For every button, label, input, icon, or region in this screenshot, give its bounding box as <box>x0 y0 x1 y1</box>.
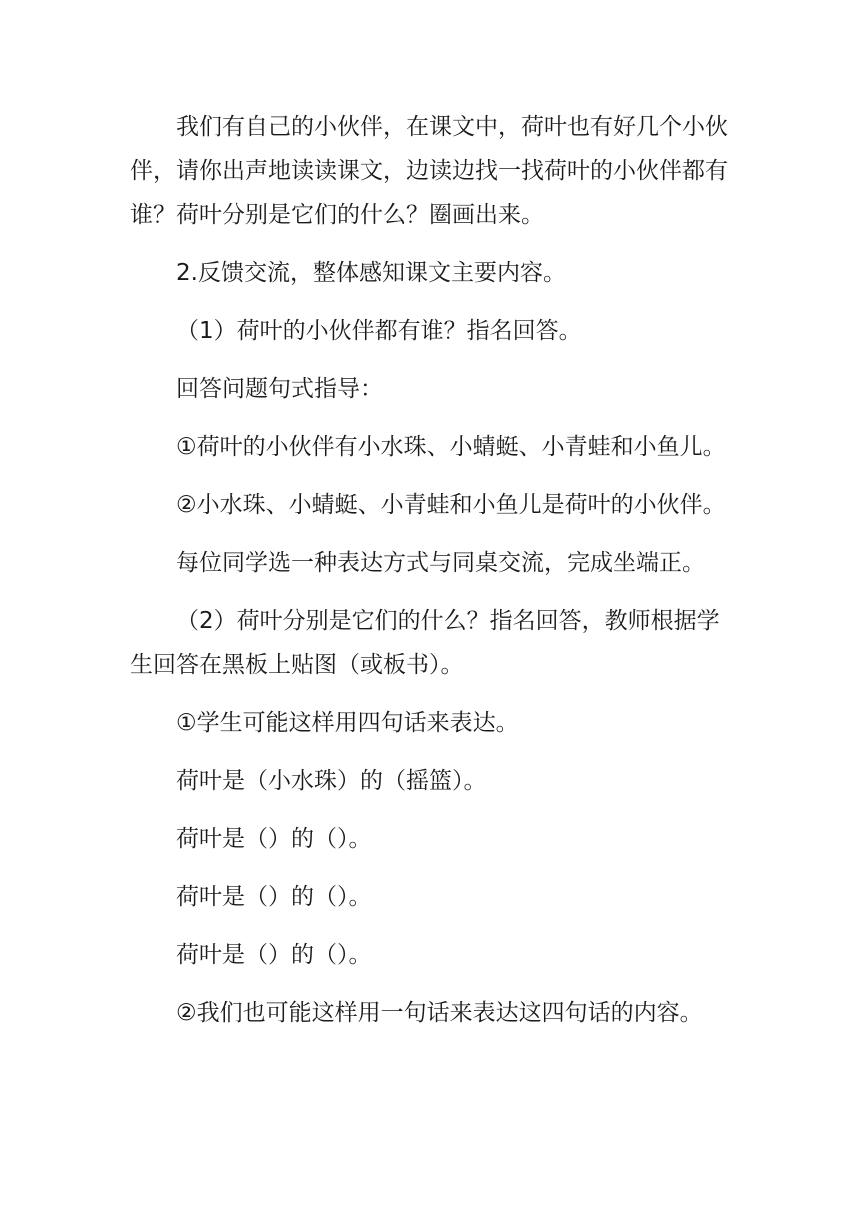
paragraph-sentence-4: 荷叶是（）的（）。 <box>176 942 372 968</box>
document-body <box>130 105 736 1049</box>
paragraph-sentence-3: 荷叶是（）的（）。 <box>176 884 372 910</box>
paragraph-step-2: 2.反馈交流，整体感知课文主要内容。 <box>176 260 566 286</box>
paragraph-answer-1: ①荷叶的小伙伴有小水珠、小蜻蜓、小青蛙和小鱼儿。 <box>176 434 726 460</box>
paragraph-guide: 回答问题句式指导： <box>176 376 383 402</box>
paragraph-sentence-1: 荷叶是（小水珠）的（摇篮）。 <box>176 768 487 794</box>
paragraph-express-one: ②我们也可能这样用一句话来表达这四句话的内容。 <box>176 1000 703 1026</box>
paragraph-intro: 我们有自己的小伙伴，在课文中，荷叶也有好几个小伙伴，请你出声地读读课文，边读边找一找荷叶的小伙伴都有谁？荷叶分别是它们的什么？圈画出来。 <box>130 114 728 228</box>
paragraph-question-1: （1）荷叶的小伙伴都有谁？指名回答。 <box>176 318 582 344</box>
paragraph-exchange: 每位同学选一种表达方式与同桌交流，完成坐端正。 <box>176 550 705 576</box>
paragraph-answer-2: ②小水珠、小蜻蜓、小青蛙和小鱼儿是荷叶的小伙伴。 <box>176 492 726 518</box>
paragraph-sentence-2: 荷叶是（）的（）。 <box>176 826 372 852</box>
paragraph-express-four: ①学生可能这样用四句话来表达。 <box>176 710 519 736</box>
paragraph-question-2: （2）荷叶分别是它们的什么？指名回答，教师根据学生回答在黑板上贴图（或板书）。 <box>130 608 720 678</box>
